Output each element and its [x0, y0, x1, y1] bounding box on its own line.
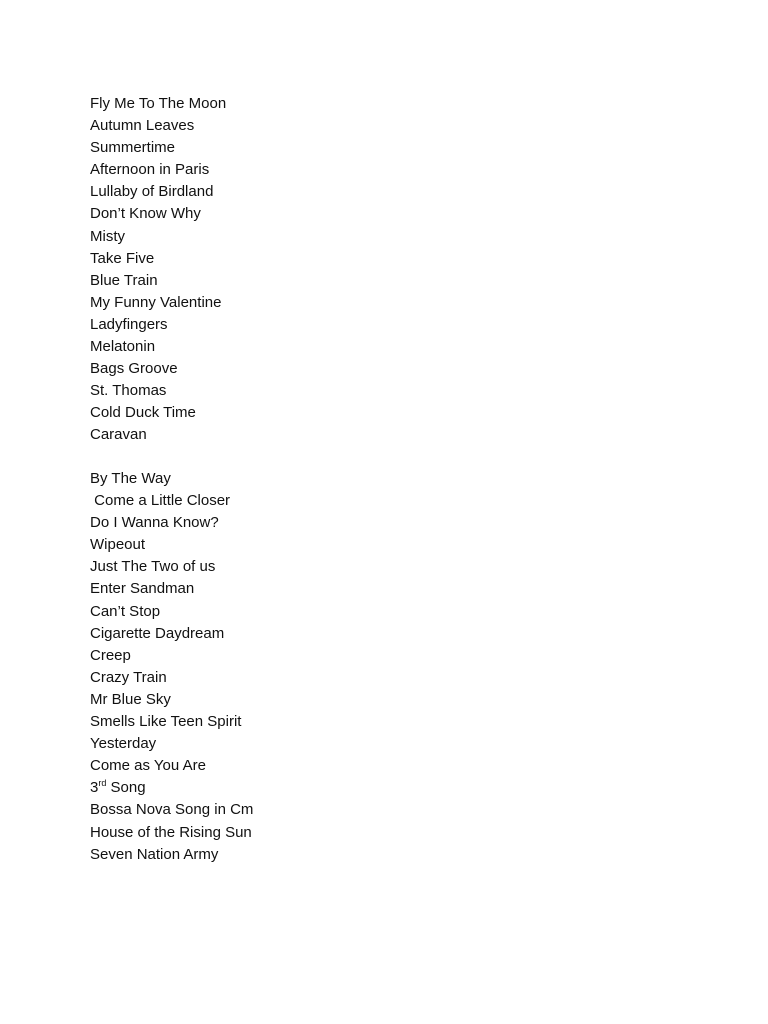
list-item: Melatonin	[90, 338, 156, 356]
list-item: Smells Like Teen Spirit	[90, 713, 242, 731]
list-item: My Funny Valentine	[90, 293, 222, 311]
list-item: Come as You Are	[90, 757, 206, 775]
list-item: Do I Wanna Know?	[90, 514, 219, 532]
list-item: Fly Me To The Moon	[90, 95, 227, 112]
list-item: Don’t Know Why	[90, 205, 201, 223]
list-item: Bossa Nova Song in Cm	[90, 801, 254, 819]
list-item: Ladyfingers	[90, 315, 168, 333]
list-item: Caravan	[90, 426, 147, 444]
list-item: Cold Duck Time	[90, 404, 196, 422]
ordinal-suffix: rd	[98, 778, 107, 789]
list-item: By The Way	[90, 470, 171, 487]
list-item: Blue Train	[90, 271, 158, 289]
list-item: St. Thomas	[90, 382, 167, 400]
list-item: Mr Blue Sky	[90, 690, 171, 708]
list-item: Cigarette Daydream	[90, 624, 225, 642]
list-item: Can’t Stop	[90, 602, 161, 620]
list-item: Come a Little Closer	[90, 492, 231, 510]
list-item	[90, 777, 253, 799]
list-item: Crazy Train	[90, 668, 167, 686]
ordinal-number: 3	[90, 779, 99, 797]
list-item: Afternoon in Paris	[90, 161, 210, 179]
song-list-jazz	[90, 93, 226, 447]
list-item: Wipeout	[90, 536, 146, 554]
list-item: Summertime	[90, 139, 176, 157]
list-item: Misty	[90, 227, 125, 245]
list-item: Bags Groove	[90, 360, 178, 378]
list-item: Yesterday	[90, 735, 157, 753]
list-item: Lullaby of Birdland	[90, 183, 214, 201]
list-item: House of the Rising Sun	[90, 823, 252, 841]
list-item: Take Five	[90, 249, 155, 267]
list-item: Seven Nation Army	[90, 845, 219, 863]
song-list-rock	[90, 468, 253, 866]
list-item: Autumn Leaves	[90, 117, 195, 135]
list-item: Creep	[90, 646, 131, 664]
list-item: Enter Sandman	[90, 580, 195, 598]
list-item: Just The Two of us	[90, 558, 216, 576]
list-item-text: Song	[106, 779, 146, 797]
